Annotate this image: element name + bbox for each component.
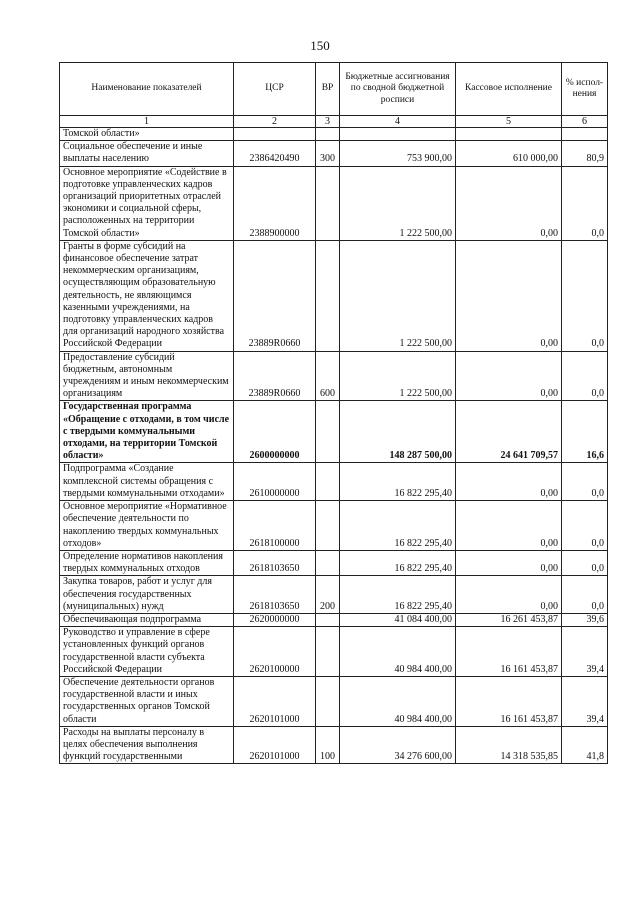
table-row <box>60 676 608 726</box>
cell-name: Основное мероприятие «Нормативное обеспечение деятельности по накоплению твердых коммунальных отходов» <box>60 501 234 551</box>
cell-cash: 0,00 <box>456 463 562 501</box>
cell-csr: 2386420490 <box>234 141 316 166</box>
cell-budget: 148 287 500,00 <box>340 401 456 463</box>
cell-cash: 0,00 <box>456 501 562 551</box>
cell-budget: 1 222 500,00 <box>340 351 456 401</box>
cell-vr <box>316 240 340 351</box>
cell-vr <box>316 676 340 726</box>
cell-vr: 100 <box>316 726 340 764</box>
column-number: 6 <box>562 116 608 128</box>
cell-csr: 2600000000 <box>234 401 316 463</box>
cell-csr <box>234 128 316 141</box>
header-vr: ВР <box>316 63 340 116</box>
header-name: Наименование показателей <box>60 63 234 116</box>
cell-budget: 40 984 400,00 <box>340 676 456 726</box>
table-row <box>60 627 608 677</box>
cell-csr: 2618103650 <box>234 550 316 575</box>
cell-percent: 39,4 <box>562 627 608 677</box>
cell-name: Основное мероприятие «Содействие в подготовке управленческих кадров организаций приоритетных отраслей экономики и социальной сферы, расположенных на территории Томской области» <box>60 166 234 240</box>
cell-cash: 0,00 <box>456 240 562 351</box>
cell-percent: 0,0 <box>562 351 608 401</box>
table-row <box>60 613 608 626</box>
cell-cash <box>456 128 562 141</box>
page-number: 150 <box>310 38 330 53</box>
budget-execution-table <box>59 62 608 764</box>
table-row <box>60 128 608 141</box>
cell-percent: 0,0 <box>562 240 608 351</box>
cell-budget: 40 984 400,00 <box>340 627 456 677</box>
cell-csr: 2620101000 <box>234 726 316 764</box>
cell-budget: 16 822 295,40 <box>340 576 456 614</box>
cell-csr: 2388900000 <box>234 166 316 240</box>
column-number-row <box>60 116 608 128</box>
cell-cash: 0,00 <box>456 550 562 575</box>
cell-budget: 41 084 400,00 <box>340 613 456 626</box>
cell-budget: 16 822 295,40 <box>340 463 456 501</box>
cell-name: Расходы на выплаты персоналу в целях обеспечения выполнения функций государственными <box>60 726 234 764</box>
cell-csr: 23889R0660 <box>234 240 316 351</box>
cell-percent: 41,8 <box>562 726 608 764</box>
cell-cash: 16 161 453,87 <box>456 627 562 677</box>
cell-name: Гранты в форме субсидий на финансовое обеспечение затрат некоммерческим организациям, осуществляющим образовательную деятельность, не являющимся казенными учреждениями, на подготовку управленческих кадров для организаций народного хозяйства Российской Федерации <box>60 240 234 351</box>
cell-cash: 14 318 535,85 <box>456 726 562 764</box>
table-row <box>60 576 608 614</box>
cell-percent: 16,6 <box>562 401 608 463</box>
cell-name: Закупка товаров, работ и услуг для обеспечения государственных (муниципальных) нужд <box>60 576 234 614</box>
cell-vr <box>316 550 340 575</box>
column-number: 5 <box>456 116 562 128</box>
table-row <box>60 463 608 501</box>
table-row <box>60 401 608 463</box>
cell-vr: 200 <box>316 576 340 614</box>
cell-percent: 0,0 <box>562 501 608 551</box>
header-cash: Кассовое исполнение <box>456 63 562 116</box>
cell-percent: 0,0 <box>562 576 608 614</box>
column-number: 4 <box>340 116 456 128</box>
cell-csr: 2618103650 <box>234 576 316 614</box>
cell-csr: 2610000000 <box>234 463 316 501</box>
cell-vr <box>316 627 340 677</box>
cell-vr <box>316 501 340 551</box>
table-row <box>60 550 608 575</box>
cell-cash: 0,00 <box>456 166 562 240</box>
cell-csr: 2620000000 <box>234 613 316 626</box>
cell-budget: 16 822 295,40 <box>340 501 456 551</box>
cell-percent: 39,4 <box>562 676 608 726</box>
cell-name: Обеспечение деятельности органов государственной власти и иных государственных органов Томской области <box>60 676 234 726</box>
cell-cash: 610 000,00 <box>456 141 562 166</box>
cell-vr <box>316 128 340 141</box>
cell-cash: 16 161 453,87 <box>456 676 562 726</box>
cell-csr: 2620100000 <box>234 627 316 677</box>
table-row <box>60 141 608 166</box>
table-row <box>60 240 608 351</box>
column-number: 1 <box>60 116 234 128</box>
table-row <box>60 351 608 401</box>
cell-budget: 1 222 500,00 <box>340 240 456 351</box>
table-row <box>60 166 608 240</box>
cell-vr: 600 <box>316 351 340 401</box>
cell-name: Предоставление субсидий бюджетным, автономным учреждениям и иным некоммерческим организациям <box>60 351 234 401</box>
cell-csr: 23889R0660 <box>234 351 316 401</box>
cell-name: Обеспечивающая подпрограмма <box>60 613 234 626</box>
cell-budget: 16 822 295,40 <box>340 550 456 575</box>
cell-name: Подпрограмма «Создание комплексной системы обращения с твердыми коммунальными отходами» <box>60 463 234 501</box>
cell-vr <box>316 166 340 240</box>
cell-percent: 0,0 <box>562 166 608 240</box>
table-header-row <box>60 63 608 116</box>
cell-budget: 1 222 500,00 <box>340 166 456 240</box>
cell-name: Томской области» <box>60 128 234 141</box>
cell-vr <box>316 463 340 501</box>
header-budget: Бюджетные ассигнования по сводной бюджетной росписи <box>340 63 456 116</box>
cell-percent: 80,9 <box>562 141 608 166</box>
table-row <box>60 501 608 551</box>
cell-budget <box>340 128 456 141</box>
cell-budget: 34 276 600,00 <box>340 726 456 764</box>
cell-csr: 2620101000 <box>234 676 316 726</box>
cell-cash: 24 641 709,57 <box>456 401 562 463</box>
cell-cash: 0,00 <box>456 576 562 614</box>
cell-percent: 0,0 <box>562 550 608 575</box>
cell-budget: 753 900,00 <box>340 141 456 166</box>
cell-vr <box>316 401 340 463</box>
cell-name: Социальное обеспечение и иные выплаты населению <box>60 141 234 166</box>
header-percent: % испол-нения <box>562 63 608 116</box>
table-row <box>60 726 608 764</box>
header-csr: ЦСР <box>234 63 316 116</box>
column-number: 2 <box>234 116 316 128</box>
cell-cash: 16 261 453,87 <box>456 613 562 626</box>
cell-percent: 0,0 <box>562 463 608 501</box>
cell-name: Определение нормативов накопления твердых коммунальных отходов <box>60 550 234 575</box>
cell-csr: 2618100000 <box>234 501 316 551</box>
cell-percent <box>562 128 608 141</box>
cell-name: Государственная программа «Обращение с отходами, в том числе с твердыми коммунальными отходами, на территории Томской области» <box>60 401 234 463</box>
cell-cash: 0,00 <box>456 351 562 401</box>
cell-name: Руководство и управление в сфере установленных функций органов государственной власти субъекта Российской Федерации <box>60 627 234 677</box>
cell-vr: 300 <box>316 141 340 166</box>
column-number: 3 <box>316 116 340 128</box>
cell-vr <box>316 613 340 626</box>
cell-percent: 39,6 <box>562 613 608 626</box>
